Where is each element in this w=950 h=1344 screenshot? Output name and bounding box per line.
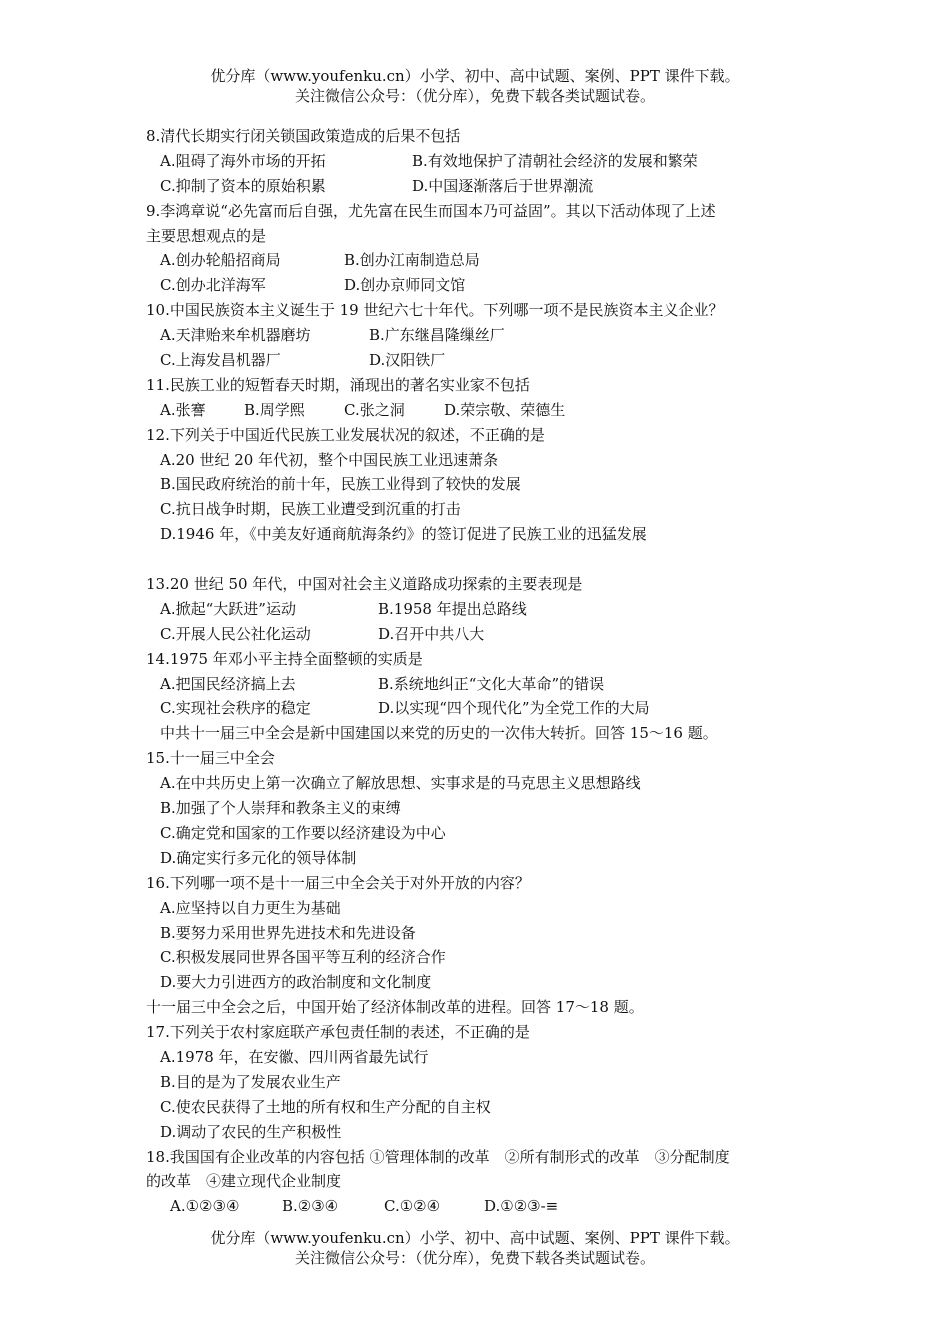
question-16-option-c: C.积极发展同世界各国平等互利的经济合作 [160,948,446,967]
blank-line [146,547,826,572]
question-17-option-c: C.使农民获得了土地的所有权和生产分配的自主权 [160,1097,491,1116]
question-10-stem: 10.中国民族资本主义诞生于 19 世纪六七十年代。下列哪一项不是民族资本主义企业？ [146,301,724,320]
question-8-option-b: B.有效地保护了清朝社会经济的发展和繁荣 [412,151,698,170]
footer-line-2: 关注微信公众号：（优分库），免费下载各类试题试卷。 [294,1249,655,1267]
page-header [0,66,950,106]
intro-17-18: 十一届三中全会之后，中国开始了经济体制改革的进程。回答 17～18 题。 [146,998,644,1017]
question-11-options-row [146,398,826,423]
question-9-stem-line-1: 9.李鸿章说“必先富而后自强，尤先富在民生而国本乃可益固”。其以下活动体现了上述 [146,201,716,220]
question-9-stem-line-2: 主要思想观点的是 [146,226,267,245]
question-8-option-c: C.抑制了资本的原始积累 [160,176,326,195]
question-15-option-b: B.加强了个人崇拜和教条主义的束缚 [160,799,401,818]
question-11-option-c: C.张之洞 [344,400,405,419]
question-8-options-row-1 [146,149,826,174]
question-14-option-d: D.以实现“四个现代化”为全党工作的大局 [378,699,650,718]
question-17-stem: 17.下列关于农村家庭联产承包责任制的表述，不正确的是 [146,1023,530,1042]
question-list [146,124,826,1219]
question-16-option-a: A.应坚持以自力更生为基础 [160,898,341,917]
question-18-option-d: D.①②③-≡ [484,1197,559,1216]
question-9-option-c: C.创办北洋海军 [160,276,266,295]
question-12-option-b: B.国民政府统治的前十年，民族工业得到了较快的发展 [160,475,521,494]
question-13-options-row-1 [146,597,826,622]
question-13-option-c: C.开展人民公社化运动 [160,624,311,643]
footer-line-1: 优分库（www.youfenku.cn）小学、初中、高中试题、案例、PPT 课件下载。 [210,1229,740,1247]
question-10-option-c: C.上海发昌机器厂 [160,351,281,370]
question-8-option-d: D.中国逐渐落后于世界潮流 [412,176,594,195]
question-12-option-a: A.20 世纪 20 年代初，整个中国民族工业迅速萧条 [160,450,499,469]
page-footer [0,1228,950,1268]
question-10-options-row-2 [146,348,826,373]
header-line-1: 优分库（www.youfenku.cn）小学、初中、高中试题、案例、PPT 课件下载。 [210,67,740,85]
header-line-2: 关注微信公众号：（优分库），免费下载各类试题试卷。 [294,87,655,105]
question-13-option-a: A.掀起“大跃进”运动 [160,599,296,618]
question-9-option-d: D.创办京师同文馆 [344,276,466,295]
question-16-stem: 16.下列哪一项不是十一届三中全会关于对外开放的内容？ [146,873,530,892]
question-9-option-a: A.创办轮船招商局 [160,251,281,270]
question-8-option-a: A.阻碍了海外市场的开拓 [160,151,326,170]
question-15-stem: 15.十一届三中全会 [146,749,275,768]
question-17-option-b: B.目的是为了发展农业生产 [160,1072,341,1091]
question-12-option-d: D.1946 年，《中美友好通商航海条约》的签订促进了民族工业的迅猛发展 [160,525,647,544]
question-11-option-d: D.荣宗敬、荣德生 [444,400,566,419]
question-18-stem-line-1: 18.我国国有企业改革的内容包括 ①管理体制的改革 ②所有制形式的改革 ③分配制度 [146,1147,730,1166]
question-18-stem-line-2: 的改革 ④建立现代企业制度 [146,1172,342,1191]
intro-15-16: 中共十一届三中全会是新中国建国以来党的历史的一次伟大转折。回答 15～16 题。 [160,724,718,743]
question-18-option-b: B.②③④ [282,1197,339,1216]
question-10-options-row-1 [146,323,826,348]
question-18-option-c: C.①②④ [384,1197,441,1216]
question-13-stem: 13.20 世纪 50 年代，中国对社会主义道路成功探索的主要表现是 [146,575,583,594]
question-10-option-a: A.天津贻来牟机器磨坊 [160,326,311,345]
question-11-option-b: B.周学熙 [244,400,305,419]
question-15-option-c: C.确定党和国家的工作要以经济建设为中心 [160,823,446,842]
question-8-options-row-2 [146,174,826,199]
question-18-options-row [146,1194,826,1219]
question-18-option-a: A.①②③④ [170,1197,240,1216]
question-11-stem: 11.民族工业的短暂春天时期，涌现出的著名实业家不包括 [146,375,530,394]
question-14-options-row-1 [146,672,826,697]
question-14-option-c: C.实现社会秩序的稳定 [160,699,311,718]
question-12-option-c: C.抗日战争时期，民族工业遭受到沉重的打击 [160,500,461,519]
question-14-stem: 14.1975 年邓小平主持全面整顿的实质是 [146,649,423,668]
question-9-options-row-2 [146,273,826,298]
question-13-option-d: D.召开中共八大 [378,624,485,643]
question-15-option-d: D.确定实行多元化的领导体制 [160,848,357,867]
question-10-option-b: B.广东继昌隆缫丝厂 [369,326,505,345]
question-14-options-row-2 [146,696,826,721]
question-15-option-a: A.在中共历史上第一次确立了解放思想、实事求是的马克思主义思想路线 [160,774,641,793]
question-14-option-a: A.把国民经济搞上去 [160,674,296,693]
question-17-option-d: D.调动了农民的生产积极性 [160,1122,342,1141]
question-12-stem: 12.下列关于中国近代民族工业发展状况的叙述，不正确的是 [146,425,545,444]
question-16-option-d: D.要大力引进西方的政治制度和文化制度 [160,973,432,992]
question-10-option-d: D.汉阳铁厂 [369,351,446,370]
question-14-option-b: B.系统地纠正“文化大革命”的错误 [378,674,605,693]
question-8-stem: 8.清代长期实行闭关锁国政策造成的后果不包括 [146,127,461,145]
question-9-option-b: B.创办江南制造总局 [344,251,480,270]
question-9-options-row-1 [146,248,826,273]
question-13-option-b: B.1958 年提出总路线 [378,599,527,618]
question-13-options-row-2 [146,622,826,647]
question-16-option-b: B.要努力采用世界先进技术和先进设备 [160,923,416,942]
question-17-option-a: A.1978 年，在安徽、四川两省最先试行 [160,1047,429,1066]
question-11-option-a: A.张謇 [160,400,206,419]
